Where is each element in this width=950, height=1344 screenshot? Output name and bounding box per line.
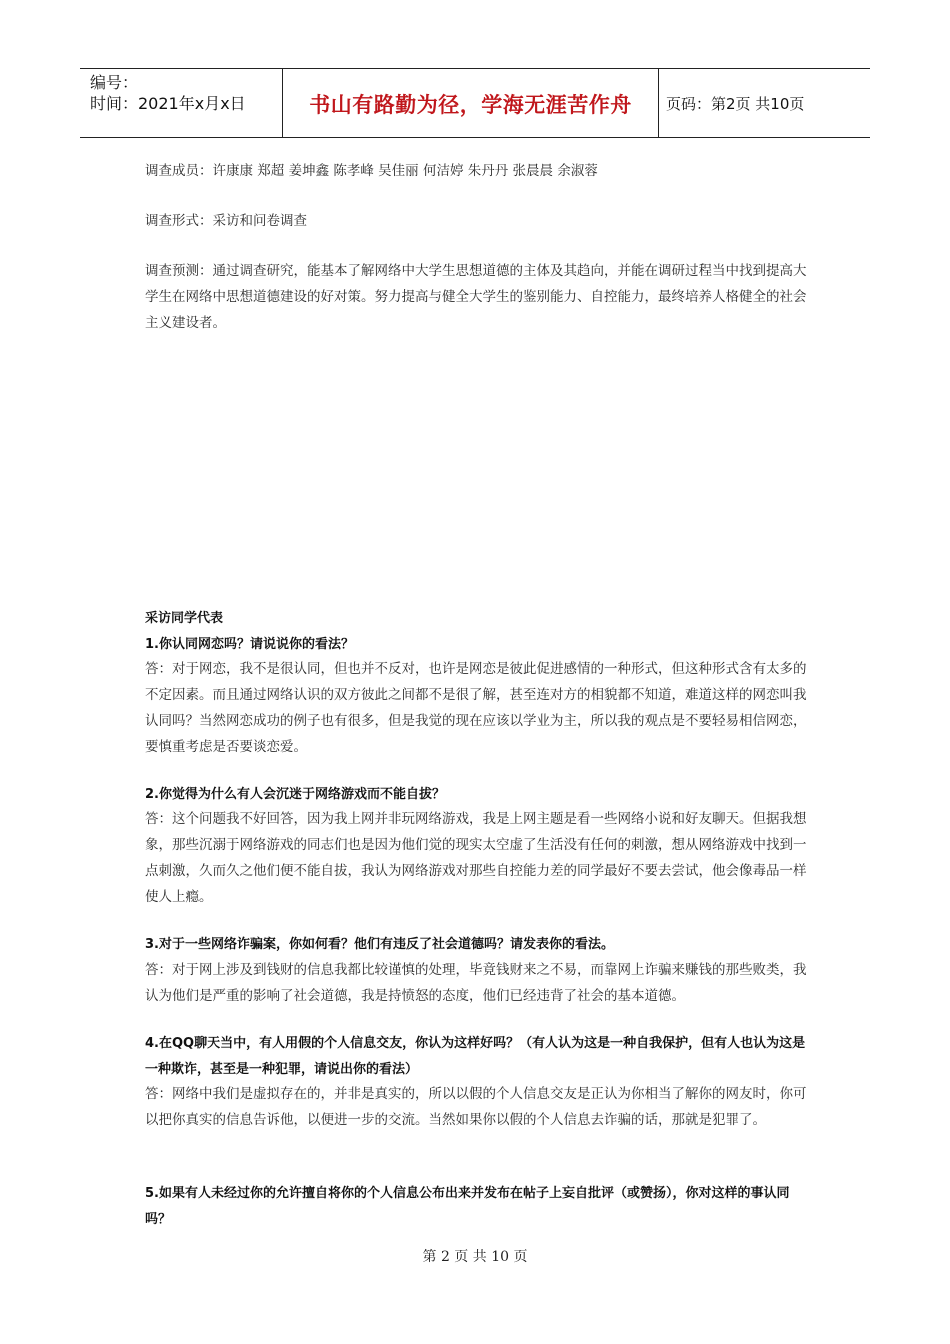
question-2: 2.你觉得为什么有人会沉迷于网络游戏而不能自拔？ — [145, 787, 445, 802]
header-meta — [90, 72, 246, 114]
question-4: 4.在QQ聊天当中，有人用假的个人信息交友，你认为这样好吗？（有人认为这是一种自我保护，但有人也认为这是一种欺诈，甚至是一种犯罪，请说出你的看法） — [145, 1036, 806, 1077]
question-5: 5.如果有人未经过你的允许擅自将你的个人信息公布出来并发布在帖子上妄自批评（或赞扬），你对这样的事认同吗？ — [145, 1186, 790, 1227]
header-divider — [658, 69, 659, 137]
date-line: 时间：2021年x月x日 — [90, 94, 246, 113]
answer-2: 答：这个问题我不好回答，因为我上网并非玩网络游戏，我是上网主题是看一些网络小说和好友聊天。但据我想象，那些沉溺于网络游戏的同志们也是因为他们觉的现实太空虚了生活没有任何的刺激，想从网络游戏中找到一点刺激，久而久之他们便不能自拔，我认为网络游戏对那些自控能力差的同学最好不要去尝试，他会像毒品一样使人上瘾。 — [145, 811, 807, 905]
answer-3: 答：对于网上涉及到钱财的信息我都比较谨慎的处理，毕竟钱财来之不易，而靠网上诈骗来赚钱的那些败类，我认为他们是严重的影响了社会道德，我是持愤怒的态度，他们已经违背了社会的基本道德。 — [145, 962, 807, 1004]
page-header — [80, 68, 870, 138]
page-footer: 第 2 页 共 10 页 — [422, 1249, 528, 1265]
number-label: 编号： — [90, 73, 139, 92]
question-1: 1.你认同网恋吗？请说说你的看法？ — [145, 637, 354, 652]
survey-form: 调查形式：采访和问卷调查 — [145, 213, 307, 229]
answer-4: 答：网络中我们是虚拟存在的，并非是真实的，所以以假的个人信息交友是正认为你相当了解你的网友时，你可以把你真实的信息告诉他，以便进一步的交流。当然如果你以假的个人信息去诈骗的话，那就是犯罪了。 — [145, 1086, 807, 1128]
interview-heading: 采访同学代表 — [145, 611, 224, 626]
answer-1: 答：对于网恋，我不是很认同，但也并不反对，也许是网恋是彼此促进感情的一种形式，但这种形式含有太多的不定因素。而且通过网络认识的双方彼此之间都不是很了解，甚至连对方的相貌都不知道，难道这样的网恋叫我认同吗？当然网恋成功的例子也有很多，但是我觉的现在应该以学业为主，所以我的观点是不要轻易相信网恋，要慎重考虑是否要谈恋爱。 — [145, 661, 807, 755]
survey-members: 调查成员：许康康 郑超 姜坤鑫 陈孝峰 吴佳丽 何洁婷 朱丹丹 张晨晨 余淑蓉 — [145, 163, 598, 179]
question-3: 3.对于一些网络诈骗案，你如何看？他们有违反了社会道德吗？请发表你的看法。 — [145, 937, 614, 952]
survey-prediction: 调查预测：通过调查研究，能基本了解网络中大学生思想道德的主体及其趋向，并能在调研过程当中找到提高大学生在网络中思想道德建设的好对策。努力提高与健全大学生的鉴别能力、自控能力，最终培养人格健全的社会主义建设者。 — [145, 263, 807, 331]
header-page-info: 页码：第2页 共10页 — [666, 95, 805, 113]
header-motto: 书山有路勤为径，学海无涯苦作舟 — [309, 93, 632, 117]
